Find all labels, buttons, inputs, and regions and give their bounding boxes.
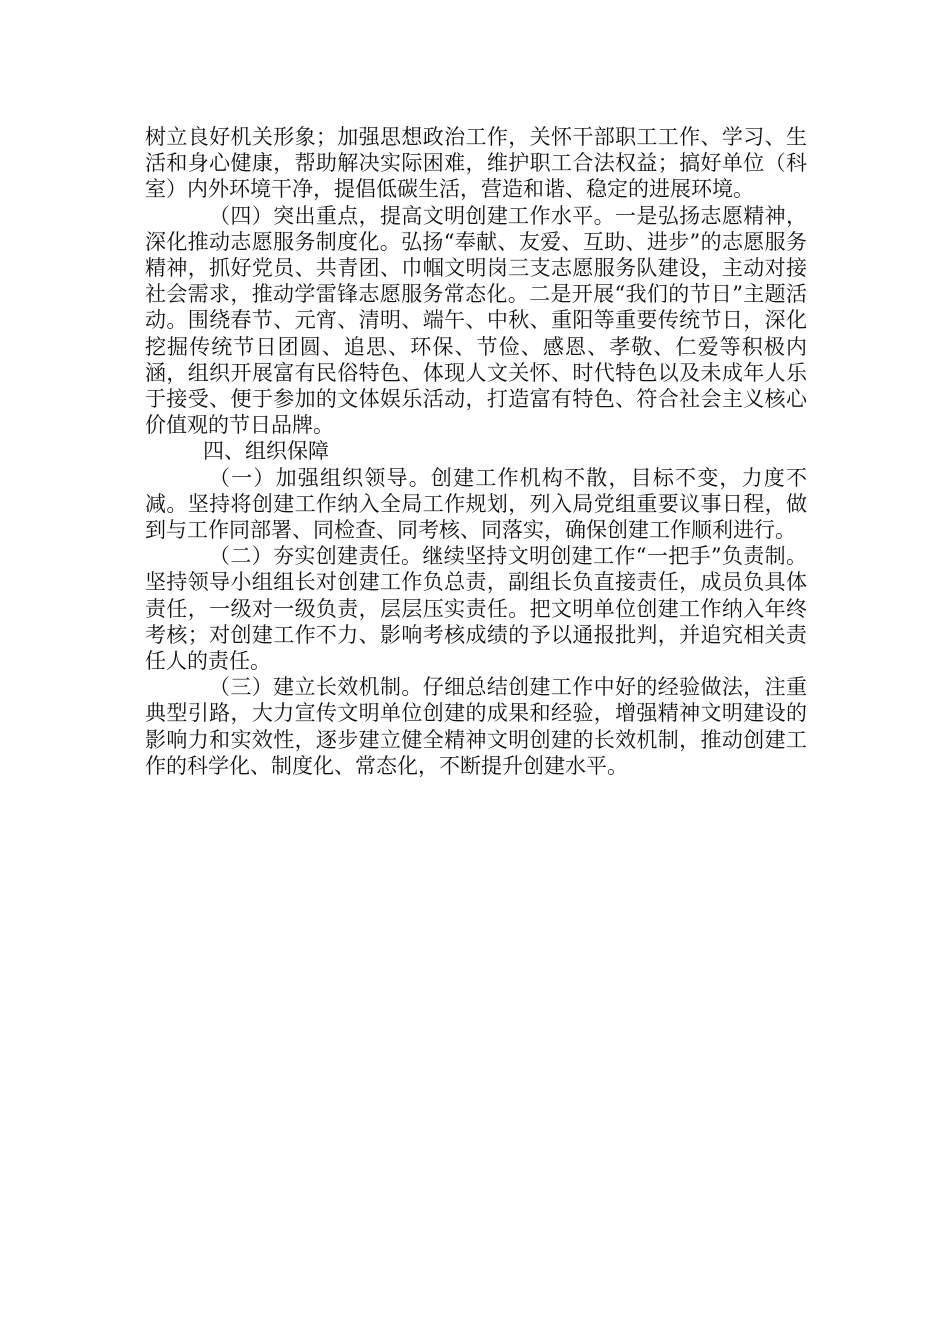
paragraph-responsibility: （二）夯实创建责任。继续坚持文明创建工作“一把手”负责制。坚持领导小组组长对创建工作负总责，副组长负直接责任，成员负具体责任，一级对一级负责，层层压实责任。把文明单位创建工作纳入年终考核；对创建工作不力、影响考核成绩的予以通报批判，并追究相关责任人的责任。 [145,544,807,674]
paragraph-section-4: （四）突出重点，提高文明创建工作水平。一是弘扬志愿精神，深化推动志愿服务制度化。弘扬“奉献、友爱、互助、进步”的志愿服务精神，抓好党员、共青团、巾帼文明岗三支志愿服务队建设，主动对接社会需求，推动学雷锋志愿服务常态化。二是开展“我们的节日”主题活动。围绕春节、元宵、清明、端午、中秋、重阳等重要传统节日，深化挖掘传统节日团圆、追思、环保、节俭、感恩、孝敬、仁爱等积极内涵，组织开展富有民俗特色、体现人文关怀、时代特色以及未成年人乐于接受、便于参加的文体娱乐活动，打造富有特色、符合社会主义核心价值观的节日品牌。 [145,203,807,438]
paragraph-continuation: 树立良好机关形象；加强思想政治工作，关怀干部职工工作、学习、生活和身心健康，帮助解决实际困难，维护职工合法权益；搞好单位（科室）内外环境干净，提倡低碳生活，营造和谐、稳定的进展环境。 [145,125,807,202]
paragraph-mechanism: （三）建立长效机制。仔细总结创建工作中好的经验做法，注重典型引路，大力宣传文明单位创建的成果和经验，增强精神文明建设的影响力和实效性，逐步建立健全精神文明创建的长效机制，推动创建工作的科学化、制度化、常态化，不断提升创建水平。 [145,675,807,778]
paragraph-leadership: （一）加强组织领导。创建工作机构不散，目标不变，力度不减。坚持将创建工作纳入全局工作规划，列入局党组重要议事日程，做到与工作同部署、同检查、同考核、同落实，确保创建工作顺利进行。 [145,465,807,543]
section-heading-organization: 四、组织保障 [203,439,329,464]
document-body [145,124,807,779]
